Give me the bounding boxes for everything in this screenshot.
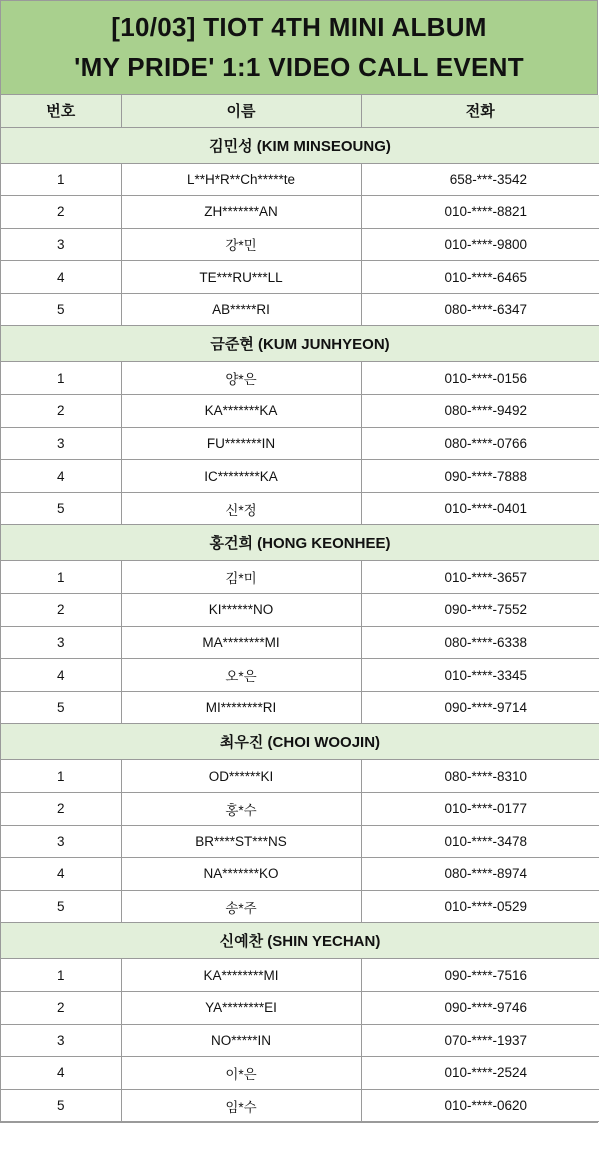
table-row: [1, 1089, 599, 1122]
winner-phone: 080-****-6338: [361, 626, 599, 659]
row-number: 5: [1, 1089, 121, 1122]
row-number: 5: [1, 890, 121, 923]
member-name: 김민성 (KIM MINSEOUNG): [1, 127, 599, 163]
table-row: [1, 626, 599, 659]
winner-phone: 010-****-0529: [361, 890, 599, 923]
table-row: [1, 1057, 599, 1090]
winner-name: 양*은: [121, 362, 361, 395]
table-row: [1, 163, 599, 196]
winner-name: YA********EI: [121, 991, 361, 1024]
table-row: [1, 825, 599, 858]
table-body: [1, 95, 599, 1122]
table-row: [1, 561, 599, 594]
winner-name: MA********MI: [121, 626, 361, 659]
winner-name: OD******KI: [121, 760, 361, 793]
row-number: 1: [1, 362, 121, 395]
column-header-name: 이름: [121, 95, 361, 127]
row-number: 4: [1, 261, 121, 294]
winner-name: KA*******KA: [121, 395, 361, 428]
winner-name: L**H*R**Ch*****te: [121, 163, 361, 196]
table-row: [1, 991, 599, 1024]
winner-phone: 080-****-9492: [361, 395, 599, 428]
winner-name: AB*****RI: [121, 293, 361, 326]
table-row: [1, 261, 599, 294]
table-row: [1, 858, 599, 891]
winner-phone: 080-****-0766: [361, 427, 599, 460]
winner-name: 이*은: [121, 1057, 361, 1090]
winner-name: 홍*수: [121, 793, 361, 826]
row-number: 3: [1, 825, 121, 858]
winner-name: 강*민: [121, 228, 361, 261]
winner-phone: 010-****-3478: [361, 825, 599, 858]
winner-phone: 658-***-3542: [361, 163, 599, 196]
column-header-phone: 전화: [361, 95, 599, 127]
row-number: 4: [1, 1057, 121, 1090]
table-row: [1, 760, 599, 793]
member-group-row: [1, 127, 599, 163]
winner-name: 김*미: [121, 561, 361, 594]
header-row: [1, 95, 599, 127]
winner-name: IC********KA: [121, 460, 361, 493]
winner-name: MI********RI: [121, 691, 361, 724]
row-number: 2: [1, 594, 121, 627]
table-row: [1, 395, 599, 428]
row-number: 4: [1, 460, 121, 493]
winner-phone: 010-****-3345: [361, 659, 599, 692]
winner-name: ZH*******AN: [121, 196, 361, 229]
member-name: 홍건희 (HONG KEONHEE): [1, 525, 599, 561]
row-number: 3: [1, 228, 121, 261]
member-name: 금준현 (KUM JUNHYEON): [1, 326, 599, 362]
winner-phone: 090-****-7516: [361, 959, 599, 992]
row-number: 1: [1, 561, 121, 594]
table-row: [1, 427, 599, 460]
row-number: 5: [1, 293, 121, 326]
row-number: 2: [1, 395, 121, 428]
winner-phone: 010-****-2524: [361, 1057, 599, 1090]
winner-phone: 090-****-7552: [361, 594, 599, 627]
winner-phone: 080-****-6347: [361, 293, 599, 326]
table-row: [1, 228, 599, 261]
winner-phone: 010-****-8821: [361, 196, 599, 229]
winner-phone: 010-****-0620: [361, 1089, 599, 1122]
winner-name: 송*주: [121, 890, 361, 923]
member-group-row: [1, 724, 599, 760]
winner-phone: 080-****-8310: [361, 760, 599, 793]
winner-phone: 010-****-0401: [361, 492, 599, 525]
table-row: [1, 492, 599, 525]
member-name: 신예찬 (SHIN YECHAN): [1, 923, 599, 959]
winner-phone: 010-****-0156: [361, 362, 599, 395]
winners-table: [1, 95, 599, 1122]
member-group-row: [1, 525, 599, 561]
title-line-1: [10/03] TIOT 4TH MINI ALBUM: [111, 12, 487, 42]
table-row: [1, 691, 599, 724]
winner-name: 오*은: [121, 659, 361, 692]
winner-name: NO*****IN: [121, 1024, 361, 1057]
winner-name: FU*******IN: [121, 427, 361, 460]
row-number: 4: [1, 858, 121, 891]
table-row: [1, 362, 599, 395]
row-number: 2: [1, 991, 121, 1024]
table-row: [1, 890, 599, 923]
winner-phone: 010-****-9800: [361, 228, 599, 261]
table-row: [1, 293, 599, 326]
table-row: [1, 793, 599, 826]
member-group-row: [1, 326, 599, 362]
table-row: [1, 460, 599, 493]
row-number: 3: [1, 427, 121, 460]
winner-name: 임*수: [121, 1089, 361, 1122]
winner-phone: 090-****-9746: [361, 991, 599, 1024]
winner-phone: 010-****-0177: [361, 793, 599, 826]
winner-name: TE***RU***LL: [121, 261, 361, 294]
winner-name: BR****ST***NS: [121, 825, 361, 858]
page-title: [1, 1, 597, 95]
table-row: [1, 959, 599, 992]
table-row: [1, 659, 599, 692]
winner-phone: 090-****-7888: [361, 460, 599, 493]
row-number: 5: [1, 691, 121, 724]
row-number: 1: [1, 163, 121, 196]
row-number: 5: [1, 492, 121, 525]
winner-phone: 010-****-3657: [361, 561, 599, 594]
row-number: 3: [1, 626, 121, 659]
title-line-2: 'MY PRIDE' 1:1 VIDEO CALL EVENT: [74, 52, 524, 82]
winner-name: KA********MI: [121, 959, 361, 992]
row-number: 1: [1, 760, 121, 793]
row-number: 2: [1, 793, 121, 826]
row-number: 2: [1, 196, 121, 229]
row-number: 3: [1, 1024, 121, 1057]
column-header-number: 번호: [1, 95, 121, 127]
table-row: [1, 196, 599, 229]
table-row: [1, 1024, 599, 1057]
winner-name: KI******NO: [121, 594, 361, 627]
winner-phone: 010-****-6465: [361, 261, 599, 294]
winner-phone: 090-****-9714: [361, 691, 599, 724]
row-number: 1: [1, 959, 121, 992]
member-name: 최우진 (CHOI WOOJIN): [1, 724, 599, 760]
winner-phone: 080-****-8974: [361, 858, 599, 891]
winner-name: NA*******KO: [121, 858, 361, 891]
row-number: 4: [1, 659, 121, 692]
member-group-row: [1, 923, 599, 959]
winner-phone: 070-****-1937: [361, 1024, 599, 1057]
winner-name: 신*정: [121, 492, 361, 525]
table-row: [1, 594, 599, 627]
